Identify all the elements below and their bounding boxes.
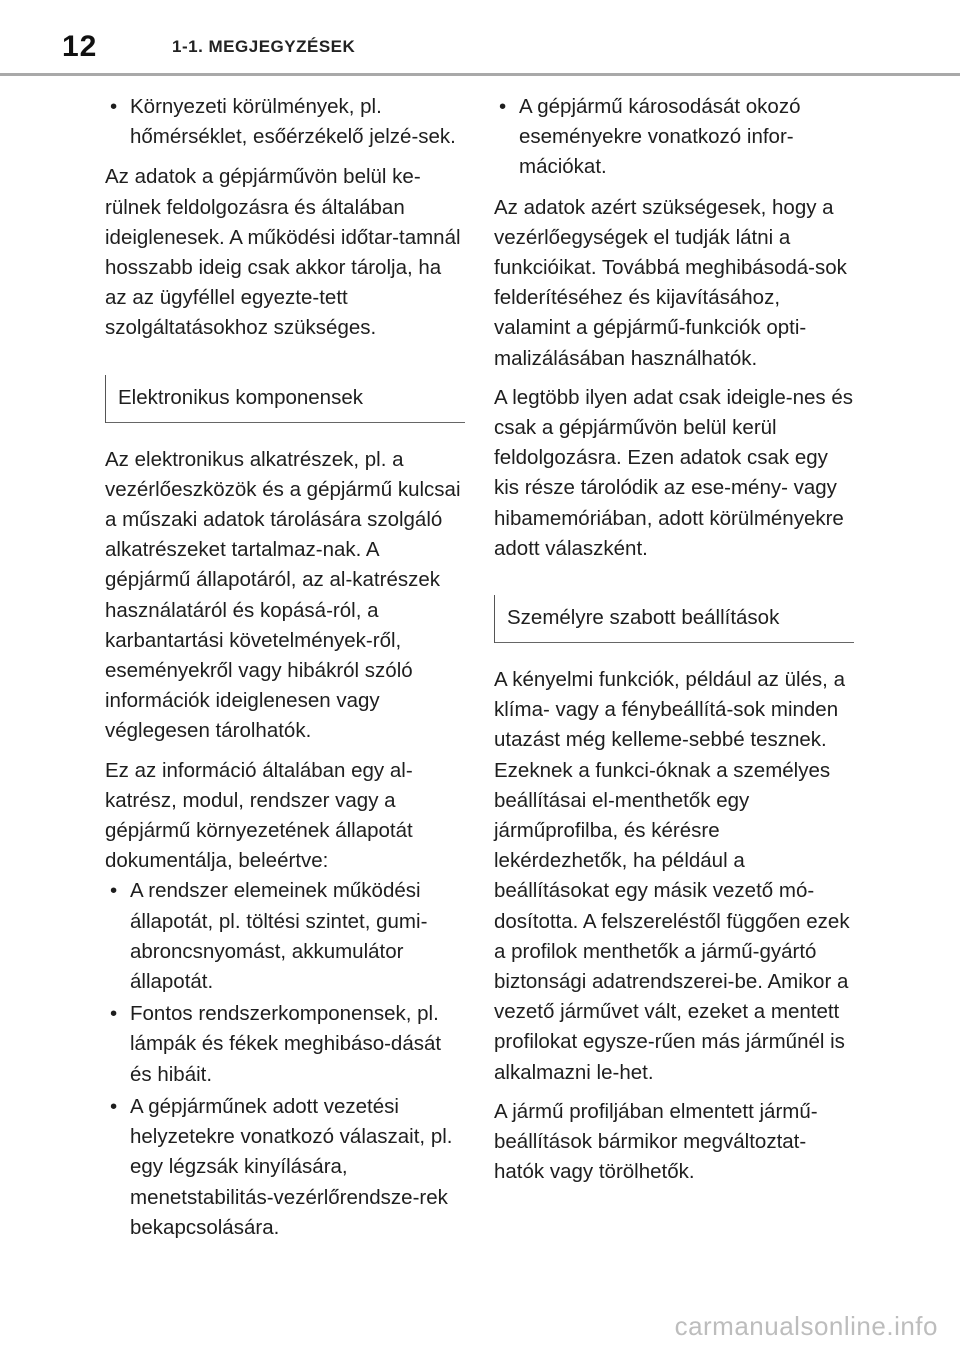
paragraph: Ez az információ általában egy al-katrész, modul, rendszer vagy a gépjármű környezetének állapotát dokumentálja, beleértve: [105,758,413,873]
bullet-item: • A gépjárműnek adott vezetési helyzetekre vonatkozó válaszait, pl. egy légzsák kinyílására, menetstabilitás-vezérlőrendsze-rek bekapcsolására. [105,1092,465,1243]
bullet-item: • A gépjármű károsodását okozó eseményekre vonatkozó infor-mációkat. [494,92,854,183]
right-column [494,92,854,1197]
left-column [105,92,465,1243]
paragraph: A jármű profiljában elmentett jármű-beállítások bármikor megváltoztat-hatók vagy törölhetők. [494,1099,818,1184]
bullet-item: • Fontos rendszerkomponensek, pl. lámpák és fékek meghibáso-dását és hibáit. [105,999,465,1090]
page-number: 12 [62,30,98,63]
subheading-electronic-components: Elektronikus komponensek [105,375,465,423]
bullet-item: • Környezeti körülmények, pl. hőmérséklet, esőérzékelő jelzé-sek. [105,92,465,152]
header-divider [0,73,960,76]
paragraph: A kényelmi funkciók, például az ülés, a klíma- vagy a fénybeállítá-sok minden utazást még kelleme-sebbé tesznek. Ezeknek a funkci-óknak a személyes beállításai el-menthetők egy járműprofilba, és kérésre lekérdezhetők, ha például a beállításokat egy másik vezető mó-dosította. A felszereléstől függően ezek a profilok menthetők a jármű-gyártó biztonsági adatrendszerei-be. Amikor a vezető járművet vált, ezeket a mentett profilokat egysze-rűen más járműnél is alkalmazni le-het. [494,668,850,1084]
paragraph: A legtöbb ilyen adat csak ideigle-nes és csak a gépjárművön belül kerül feldolgozásra. Ezen adatok csak egy kis része tárolódik az ese-mény- vagy hibamemóriában, adott körülményekre adott válaszként. [494,385,853,560]
page-header [0,0,960,80]
subheading-personal-settings: Személyre szabott beállítások [494,595,854,643]
bullet-item: • A rendszer elemeinek működési állapotát, pl. töltési szintet, gumi-abroncsnyomást, akkumulátor állapotát. [105,876,465,997]
paragraph: Az elektronikus alkatrészek, pl. a vezérlőeszközök és a gépjármű kulcsai a műszaki adatok tárolására szolgáló alkatrészeket tartalmaz-nak. A gépjármű állapotáról, az al-katrészek használatáról és kopásá-ról, a karbantartási követelmények-ről, eseményekről vagy hibákról szóló információk ideiglenesen vagy véglegesen tárolhatók. [105,447,461,743]
watermark: carmanualsonline.info [674,1311,938,1341]
paragraph: Az adatok azért szükségesek, hogy a vezérlőegységek el tudják látni a funkcióikat. Továbbá meghibásodá-sok felderítéséhez és kijavításához, valamint a gépjármű-funkciók opti-malizálásában használhatók. [494,195,847,370]
paragraph: Az adatok a gépjárművön belül ke-rülnek feldolgozásra és általában ideiglenesek. A működési időtar-tamnál hosszabb ideig csak akkor tárolja, ha az az ügyféllel egyezte-tett szolgáltatásokhoz szükséges. [105,165,461,340]
section-title: 1-1. MEGJEGYZÉSEK [172,37,356,56]
